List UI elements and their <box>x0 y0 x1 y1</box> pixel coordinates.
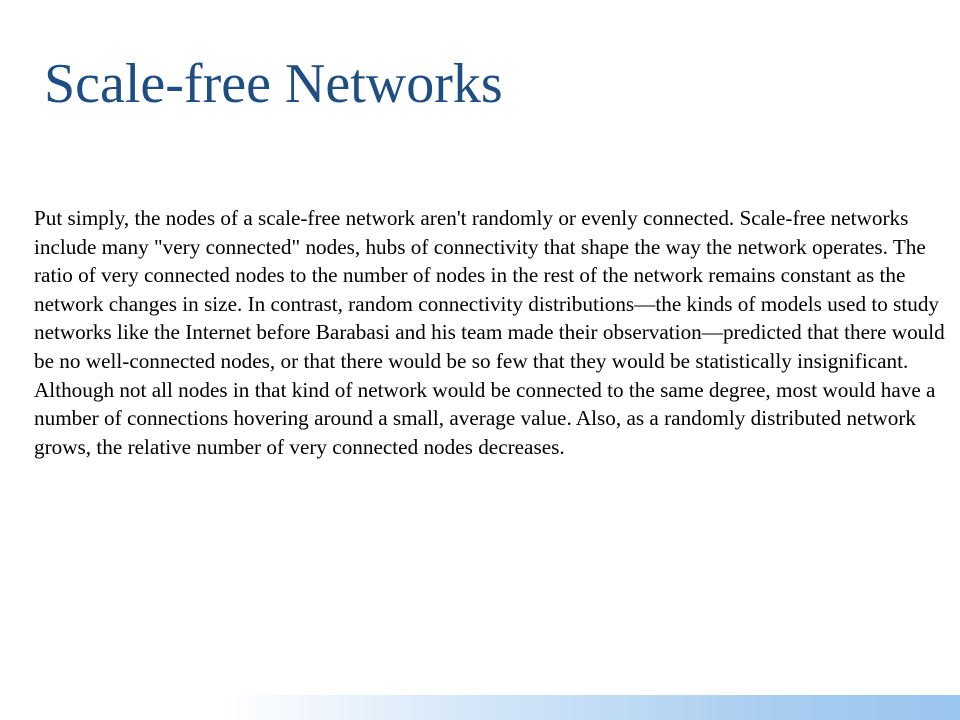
slide-body-text: Put simply, the nodes of a scale-free network aren't randomly or evenly connected. Scale-free networks include many "very connected" nodes, hubs of connectivity that shape the way the network operates. The ratio of very connected nodes to the number of nodes in the rest of the network remains constant as the network changes in size. In contrast, random connectivity distributions—the kinds of models used to study networks like the Internet before Barabasi and his team made their observation—predicted that there would be no well-connected nodes, or that there would be so few that they would be statistically insignificant. Although not all nodes in that kind of network would be connected to the same degree, most would have a number of connections hovering around a small, average value. Also, as a randomly distributed network grows, the relative number of very connected nodes decreases. <box>34 206 945 459</box>
slide-title: Scale-free Networks <box>44 53 503 115</box>
decorative-bottom-gradient-band <box>222 695 960 720</box>
